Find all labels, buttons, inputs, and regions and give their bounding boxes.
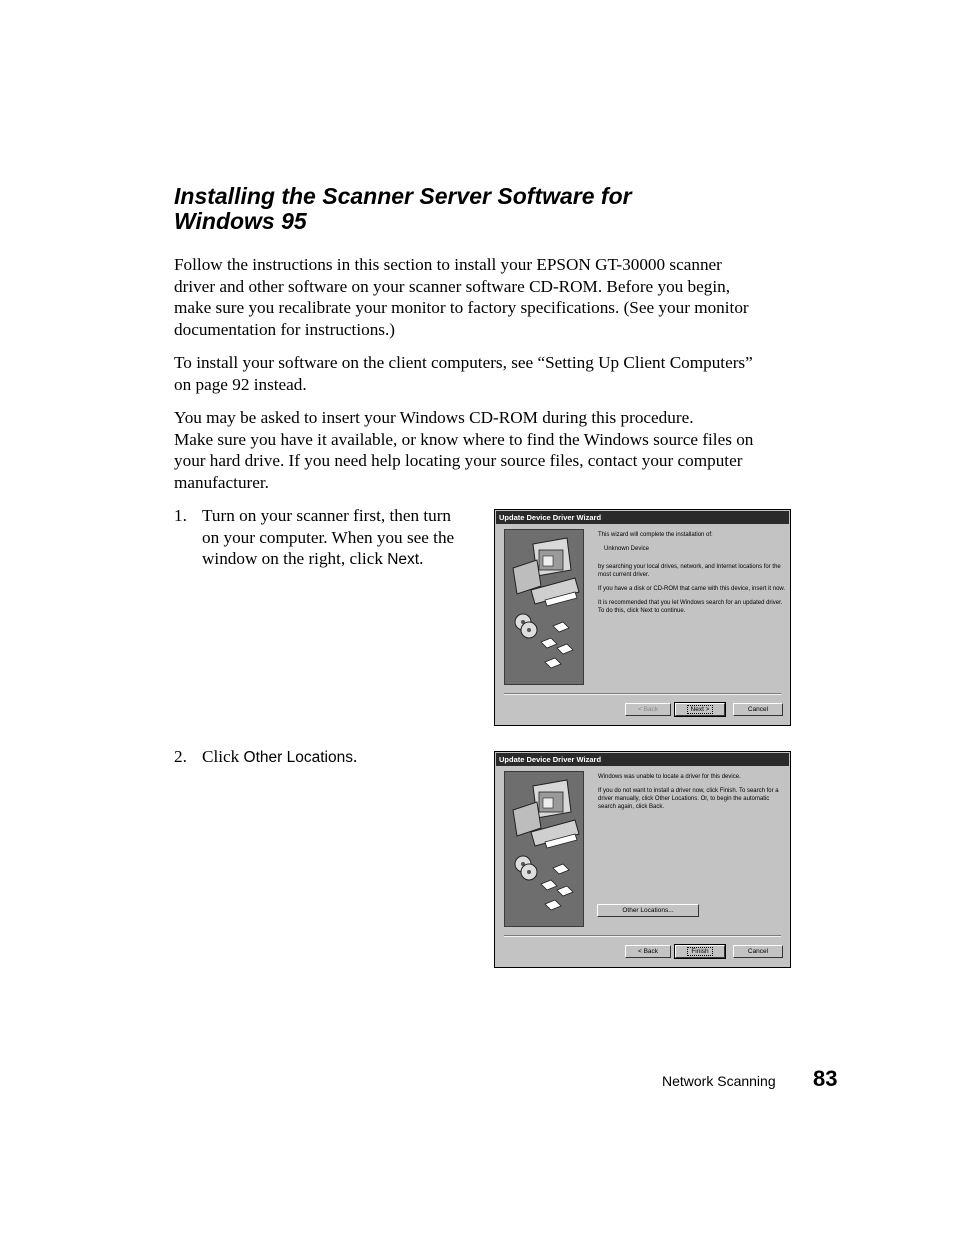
text-line: To install your software on the client computers, see “Setting Up Client Computers”	[174, 353, 753, 372]
text-line: You may be asked to insert your Windows CD-ROM during this procedure.	[174, 408, 694, 427]
wizard-dialog-1	[494, 509, 791, 726]
text-line: Click Other Locations.	[202, 747, 358, 766]
text-line: Follow the instructions in this section to install your EPSON GT-30000 scanner	[174, 255, 722, 274]
device-name: Unknown Device	[604, 546, 650, 552]
text-line: documentation for instructions.)	[174, 319, 396, 339]
text-line: Make sure you have it available, or know where to find the Windows source files on	[174, 429, 754, 449]
heading-line-2: Windows 95	[174, 208, 307, 234]
dialog-body-text	[598, 531, 788, 621]
heading-line-1: Installing the Scanner Server Software for	[174, 183, 632, 209]
ui-term-other-locations: Other Locations	[243, 749, 353, 766]
dialog-text: by searching your local drives, network, and Internet locations for the most current driver.	[598, 564, 781, 578]
finish-button[interactable]: Finish	[675, 945, 725, 958]
step-text	[202, 746, 492, 769]
cancel-button[interactable]: Cancel	[733, 945, 783, 958]
text-line: your hard drive. If you need help locating your source files, contact your computer	[174, 451, 743, 470]
next-button[interactable]: Next >	[675, 703, 725, 716]
wizard-illustration	[504, 771, 584, 927]
wizard-illustration	[504, 529, 584, 685]
text-line: driver and other software on your scanner software CD-ROM. Before you begin,	[174, 276, 731, 296]
dialog-text: If you have a disk or CD-ROM that came with this device, insert it now.	[598, 586, 786, 592]
computer-disks-illustration	[505, 530, 583, 684]
dialog-separator	[504, 693, 781, 695]
dialog-text: Windows was unable to locate a driver for this device.	[598, 774, 741, 780]
text-line: manufacturer.	[174, 472, 269, 492]
text-line: on page 92 instead.	[174, 374, 307, 394]
cdrom-paragraph	[174, 407, 799, 493]
step-number: 1.	[174, 506, 187, 525]
dialog-text: This wizard will complete the installation of:	[598, 532, 713, 538]
dialog-text: It is recommended that you let Windows search for an updated driver. To do this, click Next to continue.	[598, 600, 783, 614]
step-text	[202, 505, 492, 571]
ui-term-next: Next	[387, 551, 420, 568]
text-line: window on the right, click Next.	[202, 549, 424, 568]
dialog-title-bar: Update Device Driver Wizard	[496, 511, 789, 524]
computer-disks-illustration	[505, 772, 583, 926]
cancel-button[interactable]: Cancel	[733, 703, 783, 716]
wizard-dialog-2	[494, 751, 791, 968]
footer-section-label: Network Scanning	[662, 1073, 776, 1089]
dialog-text: If you do not want to install a driver now, click Finish. To search for a driver manually, click Other Locations. Or, to begin the automatic search again, click Back.	[598, 788, 779, 810]
text-line: make sure you recalibrate your monitor to factory specifications. (See your monitor	[174, 298, 749, 317]
intro-paragraph	[174, 254, 799, 340]
text-line: on your computer. When you see the	[202, 527, 455, 547]
step-number: 2.	[174, 747, 187, 766]
page-number: 83	[813, 1066, 838, 1091]
text-line: Turn on your scanner first, then turn	[202, 506, 452, 525]
dialog-title-bar: Update Device Driver Wizard	[496, 753, 789, 766]
client-paragraph	[174, 352, 799, 395]
dialog-separator	[504, 935, 781, 937]
other-locations-button[interactable]: Other Locations...	[597, 904, 699, 917]
back-button[interactable]: < Back	[625, 703, 671, 716]
section-heading	[174, 184, 794, 234]
back-button[interactable]: < Back	[625, 945, 671, 958]
dialog-body-text	[598, 773, 788, 817]
